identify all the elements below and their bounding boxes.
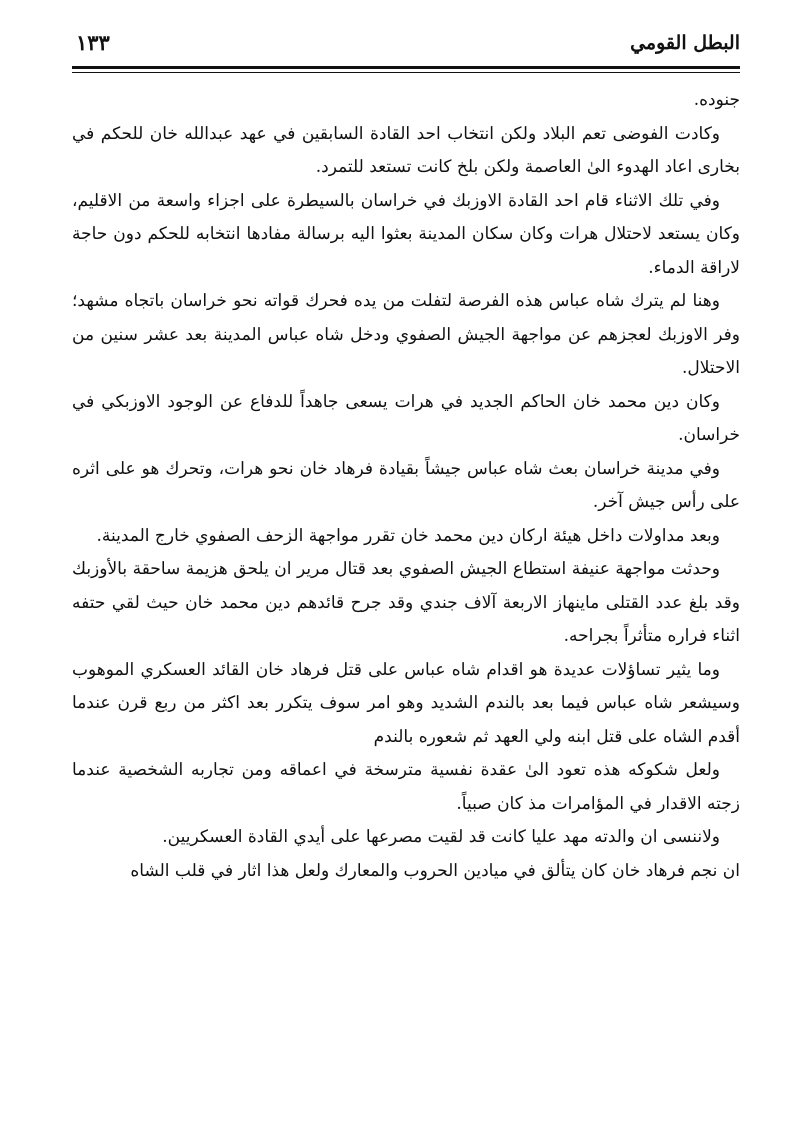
paragraph: وهنا لم يترك شاه عباس هذه الفرصة لتفلت من يده فحرك قواته نحو خراسان باتجاه مشهد؛ وفر الاوزبك لعجزهم عن مواجهة الجيش الصفوي ودخل شاه عباس المدينة بعد عشر سنين من الاحتلال. — [72, 291, 740, 378]
paragraph: وفي مدينة خراسان بعث شاه عباس جيشاً بقيادة فرهاد خان نحو هرات، وتحرك هو على اثره على رأس جيش آخر. — [72, 458, 740, 512]
running-header — [72, 28, 740, 62]
body-text — [72, 84, 740, 888]
paragraph: وما يثير تساؤلات عديدة هو اقدام شاه عباس على قتل فرهاد خان القائد العسكري الموهوب وسيشعر شاه عباس فيما بعد بالندم الشديد وهو امر سوف يتكرر بعد اكثر من ربع قرن عندما أقدم الشاه على قتل ابنه ولي العهد ثم شعوره بالندم — [72, 659, 740, 747]
paragraph: وفي تلك الاثناء قام احد القادة الاوزبك في خراسان بالسيطرة على اجزاء واسعة من الاقليم، وكان يستعد لاحتلال هرات وكان سكان المدينة بعثوا اليه برسالة مفادها انتخابه للحكم دون حاجة لاراقة الدماء. — [72, 190, 740, 278]
paragraph: جنوده. — [693, 90, 740, 110]
paragraph: وكان دين محمد خان الحاكم الجديد في هرات يسعى جاهداً للدفاع عن الوجود الاوزبكي في خراسان. — [72, 391, 740, 445]
paragraph: ان نجم فرهاد خان كان يتألق في ميادين الحروب والمعارك ولعل هذا اثار في قلب الشاه — [130, 860, 740, 881]
running-title: البطل القومي — [630, 32, 740, 54]
page-number: ١٣٣ — [76, 30, 110, 55]
paragraph: ولاننسى ان والدته مهد عليا كانت قد لقيت مصرعها على أيدي القادة العسكريين. — [162, 827, 720, 847]
paragraph: وكادت الفوضى تعم البلاد ولكن انتخاب احد القادة السابقين في عهد عبدالله خان للحكم في بخارى اعاد الهدوء الىٰ العاصمة ولكن بلخ كانت تستعد للتمرد. — [72, 123, 740, 177]
paragraph: ولعل شكوكه هذه تعود الىٰ عقدة نفسية مترسخة في اعماقه ومن تجاربه الشخصية عندما زجته الاقدار في المؤامرات مذ كان صبياً. — [72, 760, 740, 814]
paragraph: وبعد مداولات داخل هيئة اركان دين محمد خان تقرر مواجهة الزحف الصفوي خارج المدينة. — [96, 525, 720, 546]
header-rule-thin — [72, 72, 740, 73]
header-rule-thick — [72, 66, 740, 69]
paragraph: وحدثت مواجهة عنيفة استطاع الجيش الصفوي بعد قتال مرير ان يلحق هزيمة ساحقة بالأوزبك وقد بلغ عدد القتلى ماينهاز الاربعة آلاف جندي وقد جرح قائدهم دين محمد خان حيث لقي حتفه اثناء فراره متأثراً بجراحه. — [72, 559, 740, 646]
